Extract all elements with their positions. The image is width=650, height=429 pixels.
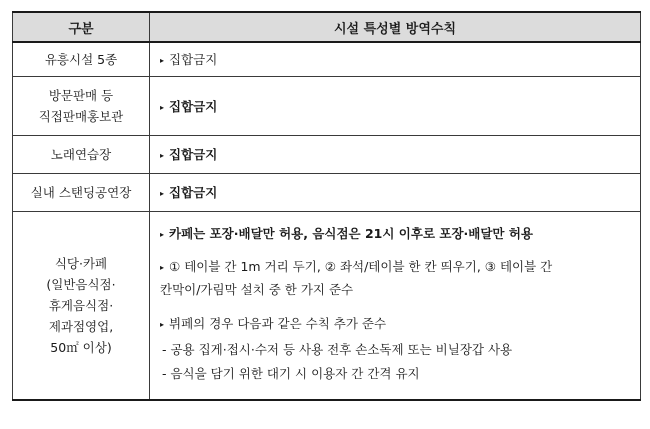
category-label: (일반음식점· <box>46 276 116 292</box>
bullet-icon: ▸ <box>160 56 165 66</box>
category-label: 50㎡ 이상) <box>50 339 112 355</box>
category-cell <box>13 211 150 400</box>
rule-cell <box>150 173 641 211</box>
category-label: 제과점영업, <box>48 318 114 334</box>
rule-text: 집합금지 <box>169 147 218 162</box>
rule-cell <box>150 211 641 400</box>
table-row <box>13 135 641 173</box>
header-category: 구분 <box>13 12 150 42</box>
category-label: 직접판매홍보관 <box>38 108 124 124</box>
bullet-icon: ▸ <box>160 189 165 198</box>
category-label: 노래연습장 <box>50 146 112 162</box>
category-label: 방문판매 등 <box>48 87 114 103</box>
category-label: 실내 스탠딩공연장 <box>30 184 132 200</box>
table-row <box>13 42 641 76</box>
bullet-icon: ▸ <box>160 102 165 112</box>
rule-text: 집합금지 <box>169 98 218 114</box>
bullet-icon: ▸ <box>160 319 165 329</box>
rule-options-line2: 칸막이/가림막 설치 중 한 가지 준수 <box>160 281 354 297</box>
category-cell <box>13 76 150 135</box>
rule-options-line1: ① 테이블 간 1m 거리 두기, ② 좌석/테이블 한 칸 띄우기, ③ 테이블 간 <box>169 258 553 274</box>
rule-cell <box>150 135 641 173</box>
table-header-row <box>13 12 641 42</box>
rule-buffet-text: 뷔페의 경우 다음과 같은 수칙 추가 준수 <box>169 315 387 331</box>
rule-text: 집합금지 <box>169 52 218 68</box>
rule-cell <box>150 76 641 135</box>
category-cell <box>13 42 150 76</box>
rule-options <box>160 256 630 301</box>
rule-main-text: 카페는 포장·배달만 허용, 음식점은 21시 이후로 포장·배달만 허용 <box>169 225 533 241</box>
category-label: 식당·카페 <box>54 255 108 271</box>
rule-cell <box>150 42 641 76</box>
rule-text: 집합금지 <box>169 185 218 200</box>
rule-buffet-item: - 공용 집게·접시·수저 등 사용 전후 손소독제 또는 비닐장갑 사용 <box>162 341 513 357</box>
rule-main <box>160 225 630 244</box>
category-cell <box>13 135 150 173</box>
rule-buffet-item: - 음식을 담기 위한 대기 시 이용자 간 간격 유지 <box>162 365 420 381</box>
rules-table <box>12 11 641 401</box>
rule-buffet <box>160 313 630 336</box>
table-row <box>13 211 641 400</box>
table-row <box>13 173 641 211</box>
table-row <box>13 76 641 135</box>
bullet-icon: ▸ <box>160 229 165 239</box>
header-rules: 시설 특성별 방역수칙 <box>150 12 641 42</box>
bullet-icon: ▸ <box>160 151 165 160</box>
category-label: 휴게음식점· <box>48 297 114 313</box>
category-cell <box>13 173 150 211</box>
bullet-icon: ▸ <box>160 262 165 272</box>
category-label: 유흥시설 5종 <box>44 51 118 67</box>
